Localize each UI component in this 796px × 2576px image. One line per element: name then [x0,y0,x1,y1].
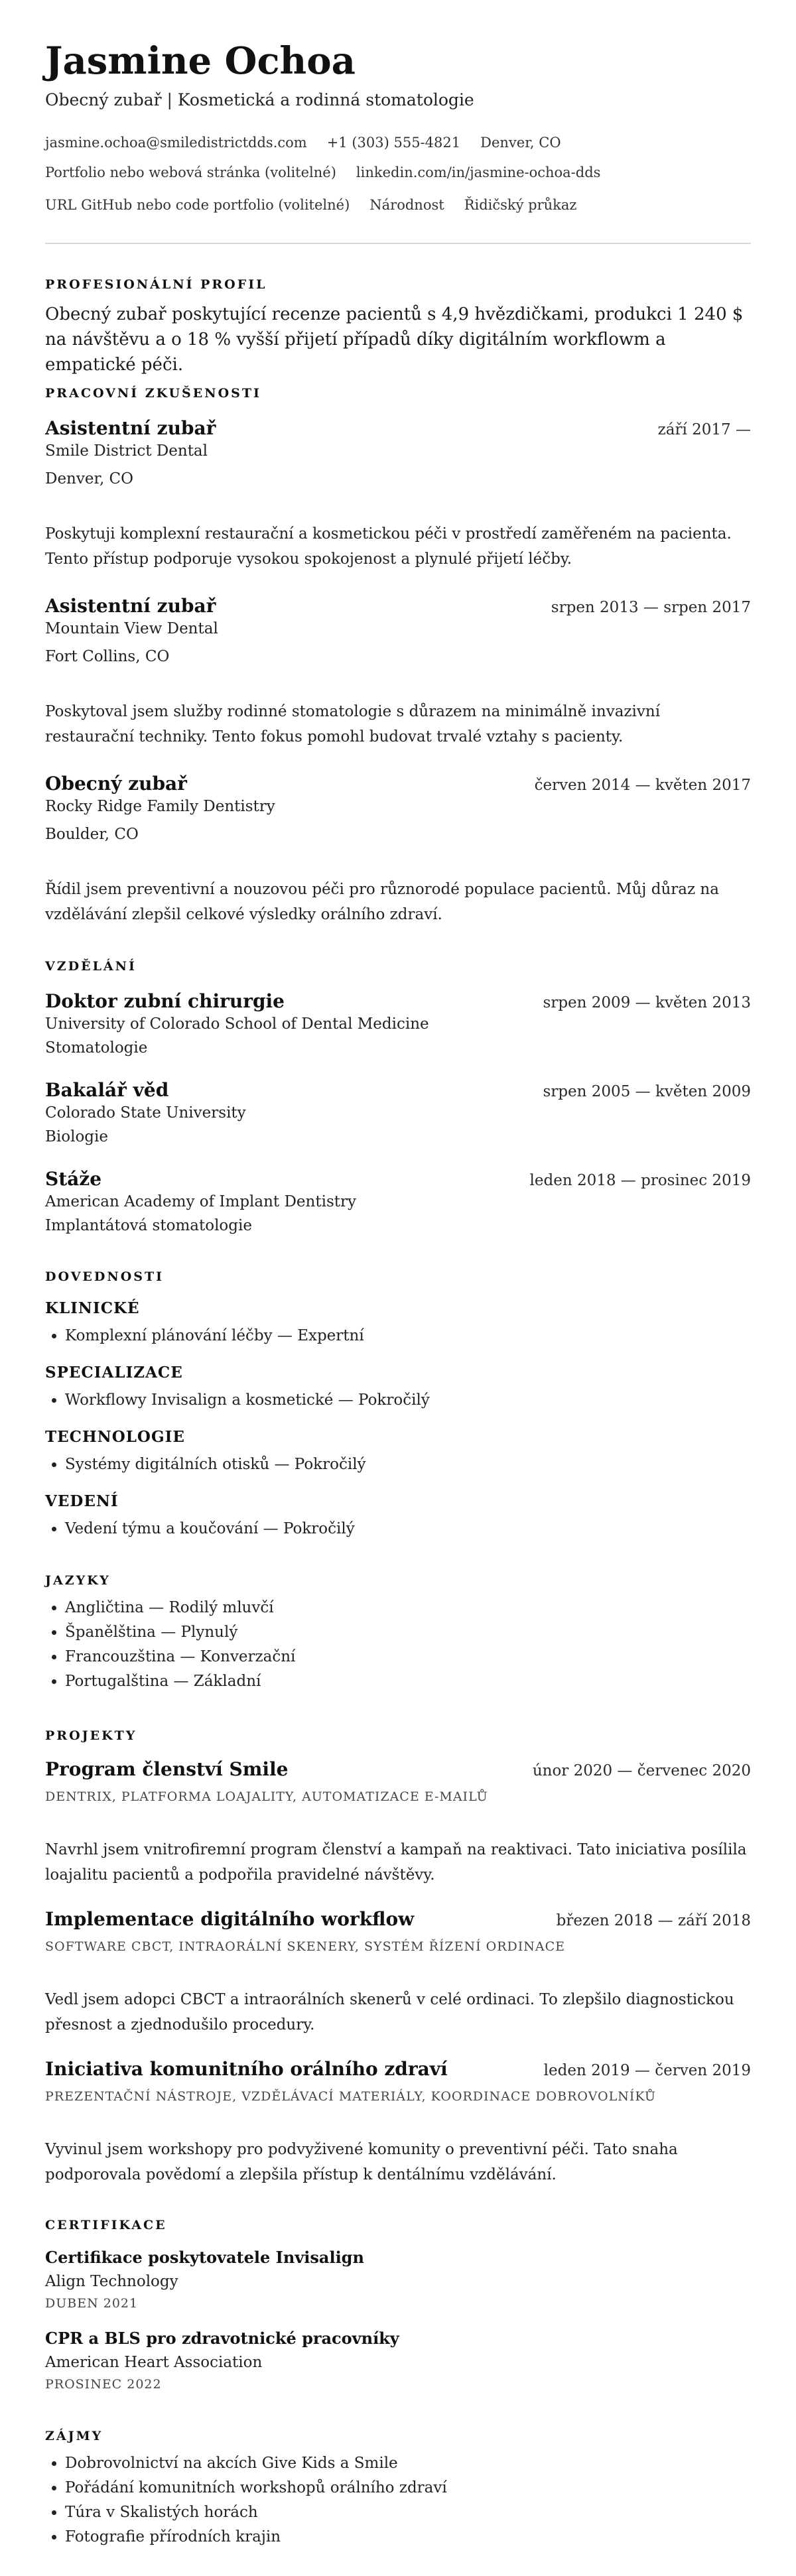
project-tags: SOFTWARE CBCT, INTRAORÁLNÍ SKENERY, SYSTÉM ŘÍZENÍ ORDINACE [45,1939,566,1954]
education-item-header [45,1167,751,1191]
company: Mountain View Dental [45,620,218,637]
project-tags: DENTRIX, PLATFORMA LOAJALITY, AUTOMATIZACE E-MAILŮ [45,1789,488,1804]
list-item: • Angličtina — Rodilý mluvčí [65,1596,751,1620]
list-item: • Portugalština — Základní [65,1669,751,1694]
degree: Stáže [45,1168,102,1190]
degree: Bakalář věd [45,1079,169,1101]
skill-category: SPECIALIZACE [45,1364,183,1382]
location: Denver, CO [480,135,561,151]
certification-date: PROSINEC 2022 [45,2377,162,2392]
phone: +1 (303) 555-4821 [326,135,461,151]
project-tags: PREZENTAČNÍ NÁSTROJE, VZDĚLÁVACÍ MATERIÁLY, KOORDINACE DOBROVOLNÍKŮ [45,2089,656,2104]
project-title: Implementace digitálního workflow [45,1908,415,1930]
skill-category: KLINICKÉ [45,1299,140,1317]
project-dates: březen 2018 — září 2018 [556,1912,751,1929]
header-divider [45,243,751,244]
list-item: • Túra v Skalistých horách [65,2500,751,2525]
project-item-header [45,2057,751,2081]
skill-list [45,1452,751,1477]
project-dates: leden 2019 — červen 2019 [543,2062,751,2079]
certification-name: Certifikace poskytovatele Invisalign [45,2248,364,2267]
certification-issuer: Align Technology [45,2273,178,2290]
skill-category: VEDENÍ [45,1492,119,1510]
school: American Academy of Implant Dentistry [45,1193,356,1210]
job-dates: září 2017 — [657,421,751,438]
project-title: Iniciativa komunitního orálního zdraví [45,2058,448,2080]
github-link[interactable]: URL GitHub nebo code portfolio (volitelné) [45,197,350,213]
education-item-header [45,1078,751,1102]
field-of-study: Stomatologie [45,1039,148,1057]
section-heading-interests: ZÁJMY [45,2429,103,2443]
degree: Doktor zubní chirurgie [45,990,285,1012]
project-dates: únor 2020 — červenec 2020 [532,1762,751,1779]
education-dates: srpen 2009 — květen 2013 [543,994,751,1011]
skill-list [45,1517,751,1541]
list-item: • Workflowy Invisalign a kosmetické — Pokročilý [65,1388,751,1413]
job-title: Asistentní zubař [45,417,216,439]
section-heading-education: VZDĚLÁNÍ [45,959,137,974]
experience-item-header [45,594,751,618]
section-heading-certifications: CERTIFIKACE [45,2218,167,2232]
list-item: • Dobrovolnictví na akcích Give Kids a Smile [65,2451,751,2476]
job-location: Boulder, CO [45,826,139,843]
list-item: • Pořádání komunitních workshopů orálního zdraví [65,2476,751,2500]
experience-item-header [45,772,751,796]
skill-category: TECHNOLOGIE [45,1428,185,1446]
certification-date: DUBEN 2021 [45,2296,139,2311]
education-item-header [45,990,751,1013]
job-description: Poskytuji komplexní restaurační a kosmetickou péči v prostředí zaměřeném na pacienta. Tento přístup podporuje vysokou spokojenost a plynulé přijetí léčby. [45,525,732,568]
drivers-license: Řidičský průkaz [464,197,577,213]
contact-line-3 [45,195,751,215]
project-description: Navrhl jsem vnitrofiremní program členství a kampaň na reaktivaci. Tato iniciativa posílila loajalitu pacientů a podpořila pravidelné návštěvy. [45,1841,747,1884]
certification-name: CPR a BLS pro zdravotnické pracovníky [45,2329,399,2348]
contact-line-2 [45,162,751,182]
project-item-header [45,1758,751,1781]
job-location: Denver, CO [45,470,134,487]
certification-issuer: American Heart Association [45,2354,263,2371]
school: Colorado State University [45,1104,246,1122]
skill-list [45,1324,751,1348]
list-item: • Komplexní plánování léčby — Expertní [65,1324,751,1348]
job-title: Asistentní zubař [45,595,216,617]
skill-list [45,1388,751,1413]
job-dates: červen 2014 — květen 2017 [534,777,751,794]
list-item: • Francouzština — Konverzační [65,1645,751,1669]
language-list [45,1596,751,1694]
interests-list [45,2451,751,2549]
job-title: Obecný zubař [45,773,187,795]
job-description: Řídil jsem preventivní a nouzovou péči pro různorodé populace pacientů. Můj důraz na vzdělávání zlepšil celkové výsledky orálního zdraví. [45,881,719,923]
company: Rocky Ridge Family Dentistry [45,798,275,815]
list-item: • Fotografie přírodních krajin [65,2525,751,2549]
job-description: Poskytoval jsem služby rodinné stomatologie s důrazem na minimálně invazivní restaurační techniky. Tento fokus pomohl budovat trvalé vztahy s pacienty. [45,703,661,745]
email-link[interactable]: jasmine.ochoa@smiledistrictdds.com [45,135,307,151]
list-item: • Vedení týmu a koučování — Pokročilý [65,1517,751,1541]
linkedin-link[interactable]: linkedin.com/in/jasmine-ochoa-dds [356,164,601,180]
project-item-header [45,1907,751,1931]
section-heading-projects: PROJEKTY [45,1728,137,1743]
list-item: • Španělština — Plynulý [65,1620,751,1645]
job-location: Fort Collins, CO [45,648,170,665]
headline: Obecný zubař | Kosmetická a rodinná stomatologie [45,90,474,109]
company: Smile District Dental [45,442,208,460]
portfolio-link[interactable]: Portfolio nebo webová stránka (volitelné) [45,164,336,180]
education-dates: srpen 2005 — květen 2009 [543,1083,751,1100]
contact-line-1 [45,133,751,153]
experience-item-header [45,417,751,440]
education-dates: leden 2018 — prosinec 2019 [529,1172,751,1189]
candidate-name: Jasmine Ochoa [45,39,356,83]
school: University of Colorado School of Dental Medicine [45,1015,429,1033]
job-dates: srpen 2013 — srpen 2017 [551,599,751,616]
nationality: Národnost [369,197,444,213]
list-item: • Systémy digitálních otisků — Pokročilý [65,1452,751,1477]
project-description: Vedl jsem adopci CBCT a intraorálních skenerů v celé ordinaci. To zlepšilo diagnostickou přesnost a zjednodušilo procedury. [45,1991,734,2033]
section-heading-summary: PROFESIONÁLNÍ PROFIL [45,277,267,292]
section-heading-skills: DOVEDNOSTI [45,1269,165,1284]
project-title: Program členství Smile [45,1758,289,1780]
field-of-study: Biologie [45,1128,108,1145]
project-description: Vyvinul jsem workshopy pro podvyživené komunity o preventivní péči. Tato snaha podporovala povědomí a zlepšila přístup k dentálnímu vzdělávání. [45,2141,678,2183]
field-of-study: Implantátová stomatologie [45,1217,252,1234]
section-heading-experience: PRACOVNÍ ZKUŠENOSTI [45,386,261,401]
section-heading-languages: JAZYKY [45,1573,111,1588]
summary-text: Obecný zubař poskytující recenze pacientů s 4,9 hvězdičkami, produkci 1 240 $ na návštěvu a o 18 % vyšší přijetí případů díky digitálním workflowm a empatické péči. [45,304,744,375]
